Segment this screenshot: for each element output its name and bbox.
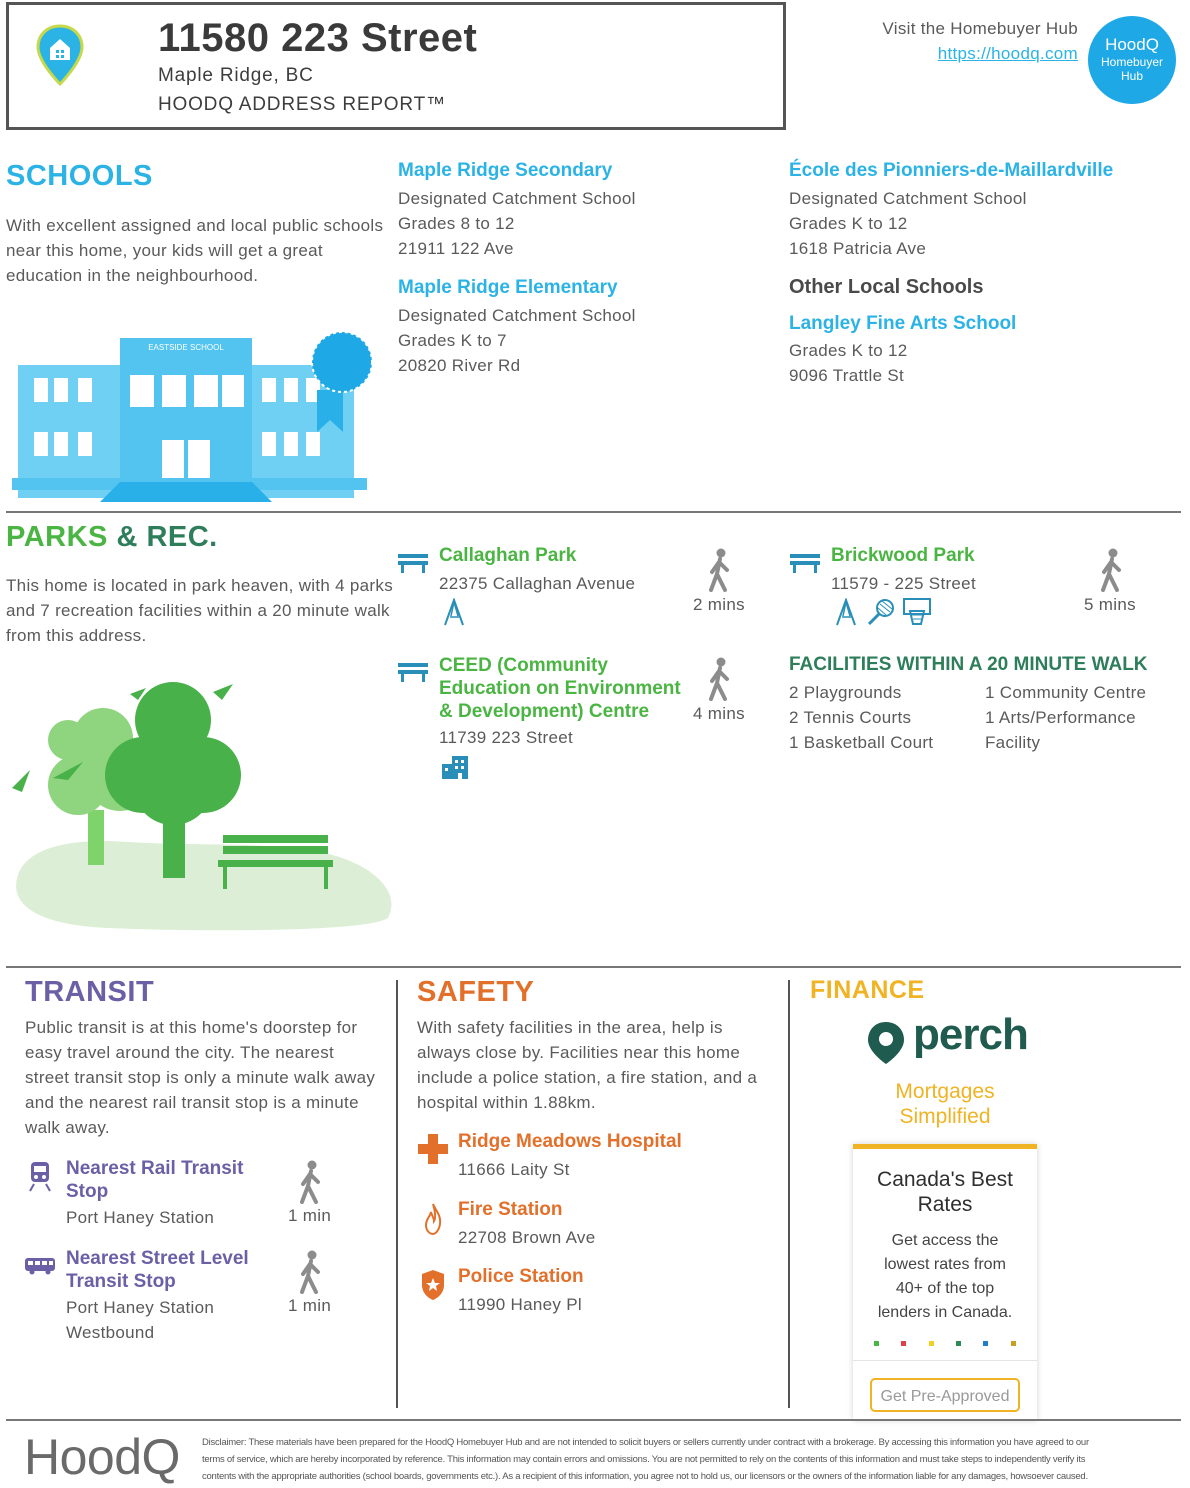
school-2-name[interactable]: Maple Ridge Elementary: [398, 277, 618, 298]
rates-card-text-line: lowest rates from: [884, 1256, 1006, 1273]
divider-transit-safety: [396, 980, 398, 1408]
fire-station-address: 22708 Brown Ave: [458, 1228, 596, 1247]
street-transit-name-line: Transit Stop: [66, 1271, 176, 1292]
lender-logo-icon: [956, 1341, 961, 1346]
rates-card-text-line: 40+ of the top: [895, 1280, 995, 1297]
perch-logo-icon: [866, 1020, 906, 1066]
schools-desc: [6, 213, 398, 288]
transit-desc-line: walk away.: [25, 1118, 110, 1137]
school-3-address: 1618 Patricia Ave: [789, 239, 927, 258]
parks-title-a: PARKS: [6, 521, 108, 553]
lender-logo-icon: [1011, 1341, 1016, 1346]
park-2-walk-time: 5 mins: [1084, 595, 1136, 614]
facilities-left-list: [789, 680, 933, 755]
park-3-name-line: Education on Environment: [439, 678, 681, 699]
school-2-type: Designated Catchment School: [398, 306, 636, 325]
school-sign: EASTSIDE SCHOOL: [148, 343, 224, 352]
school-1-type: Designated Catchment School: [398, 189, 636, 208]
safety-title: SAFETY: [417, 976, 535, 1008]
parks-desc-line: from this address.: [6, 626, 147, 645]
hoodq-footer-logo: HoodQ: [24, 1429, 180, 1485]
bench-icon: [398, 662, 428, 682]
bench-icon: [398, 553, 428, 573]
lender-logo-icon: [983, 1341, 988, 1346]
perch-tagline-line: Simplified: [899, 1105, 991, 1128]
school-2-grades: Grades K to 7: [398, 331, 507, 350]
disclaimer-line: Disclaimer: These materials have been prepared for the HoodQ Homebuyer Hub and are not intended to solicit buyers or sellers currently under contract with a brokerage. By accessing this information you have agreed to our: [202, 1437, 1089, 1448]
safety-desc-line: hospital within 1.88km.: [417, 1093, 596, 1112]
facility-item: 1 Basketball Court: [789, 733, 934, 752]
lender-logo-icon: [929, 1341, 934, 1346]
rates-card-text-line: Get access the: [891, 1232, 999, 1249]
lender-logo-icon: [901, 1341, 906, 1346]
rail-transit-name[interactable]: [66, 1157, 243, 1203]
park-1-name[interactable]: Callaghan Park: [439, 545, 577, 566]
parks-title: [6, 521, 218, 554]
rates-card-title-line: Canada's Best: [877, 1168, 1013, 1191]
park-2-address: 11579 - 225 Street: [831, 574, 976, 593]
school-1-address: 21911 122 Ave: [398, 239, 514, 258]
facility-item: 2 Playgrounds: [789, 683, 902, 702]
train-icon: [28, 1160, 52, 1192]
street-station-line: Port Haney Station: [66, 1298, 215, 1317]
divider-safety-finance: [788, 980, 790, 1408]
facility-item: Facility: [985, 733, 1041, 752]
facility-item: 1 Community Centre: [985, 683, 1147, 702]
transit-desc-line: street transit stop is only a minute walk away: [25, 1068, 376, 1087]
lender-logos-row: [853, 1341, 1037, 1346]
bench-icon: [790, 553, 820, 573]
facility-item: 1 Arts/Performance: [985, 708, 1136, 727]
perch-tagline: [815, 1079, 1075, 1129]
rates-card-text: [853, 1229, 1037, 1325]
facilities-right-list: [985, 680, 1146, 755]
report-label: HOODQ ADDRESS REPORT™: [158, 94, 446, 115]
school-building-illustration: [12, 320, 384, 505]
transit-desc-line: Public transit is at this home's doorstep for: [25, 1018, 358, 1037]
street-transit-name[interactable]: [66, 1247, 249, 1293]
fire-icon: [424, 1203, 442, 1235]
schools-desc-line: education in the neighbourhood.: [6, 266, 259, 285]
hospital-name[interactable]: Ridge Meadows Hospital: [458, 1131, 682, 1152]
park-2-name[interactable]: Brickwood Park: [831, 545, 975, 566]
community-centre-icon: [440, 754, 470, 780]
lender-logo-icon: [874, 1341, 879, 1346]
park-3-walk-time: 4 mins: [693, 704, 745, 723]
police-badge-icon: [421, 1269, 445, 1301]
safety-desc-line: always close by. Facilities near this home: [417, 1043, 741, 1062]
hospital-cross-icon: [418, 1134, 448, 1164]
playground-swing-icon: [443, 598, 465, 626]
park-illustration: [8, 670, 398, 932]
rates-card-title: [853, 1167, 1037, 1217]
address-city: Maple Ridge, BC: [158, 65, 314, 86]
fire-station-name[interactable]: Fire Station: [458, 1199, 563, 1220]
walking-person-icon: [707, 548, 733, 592]
school-1-grades: Grades 8 to 12: [398, 214, 515, 233]
rail-transit-name-line: Nearest Rail Transit: [66, 1158, 244, 1179]
rates-card-text-line: lenders in Canada.: [877, 1304, 1013, 1321]
walking-person-icon: [1099, 548, 1125, 592]
disclaimer: [202, 1434, 1180, 1485]
school-3-grades: Grades K to 12: [789, 214, 908, 233]
safety-desc: [417, 1015, 782, 1115]
police-station-address: 11990 Haney Pl: [458, 1295, 582, 1314]
school-2-address: 20820 River Rd: [398, 356, 521, 375]
bus-icon: [24, 1256, 56, 1276]
street-station: [66, 1295, 214, 1345]
park-3-name[interactable]: [439, 654, 681, 723]
park-1-address: 22375 Callaghan Avenue: [439, 574, 636, 593]
schools-desc-line: near this home, your kids will get a great: [6, 241, 323, 260]
facilities-heading: FACILITIES WITHIN A 20 MINUTE WALK: [789, 654, 1148, 675]
address-title: 11580 223 Street: [158, 16, 478, 60]
transit-desc-line: and the nearest rail transit stop is a minute: [25, 1093, 359, 1112]
tennis-racket-icon: [866, 598, 896, 626]
parks-desc: [6, 573, 398, 648]
badge-line-2: Homebuyer: [1100, 55, 1164, 69]
rail-walk-time: 1 min: [288, 1206, 332, 1225]
walking-person-icon: [707, 657, 733, 701]
other-school-address: 9096 Trattle St: [789, 366, 905, 385]
rates-card-divider: [853, 1360, 1037, 1361]
park-1-walk-time: 2 mins: [693, 595, 745, 614]
school-1-name[interactable]: Maple Ridge Secondary: [398, 160, 613, 181]
parks-desc-line: This home is located in park heaven, with 4 parks: [6, 576, 393, 595]
perch-tagline-line: Mortgages: [895, 1080, 995, 1103]
badge-line-1: HoodQ: [1105, 35, 1159, 54]
perch-brand[interactable]: perch: [913, 1010, 1028, 1059]
finance-title: FINANCE: [810, 976, 925, 1004]
rates-card-title-line: Rates: [917, 1193, 973, 1216]
location-pin-icon: [36, 24, 84, 86]
transit-title: TRANSIT: [25, 976, 155, 1008]
other-schools-heading: Other Local Schools: [789, 276, 984, 298]
divider-footer: [6, 1419, 1181, 1421]
schools-desc-line: With excellent assigned and local public schools: [6, 216, 384, 235]
schools-title: SCHOOLS: [6, 160, 153, 192]
rail-station: Port Haney Station: [66, 1208, 215, 1227]
park-3-name-line: CEED (Community: [439, 655, 608, 676]
safety-desc-line: include a police station, a fire station, and a: [417, 1068, 758, 1087]
homebuyer-hub-link[interactable]: https://hoodq.com: [937, 44, 1078, 63]
school-3-type: Designated Catchment School: [789, 189, 1027, 208]
police-station-name[interactable]: Police Station: [458, 1266, 584, 1287]
divider-parks: [6, 966, 1181, 968]
street-transit-name-line: Nearest Street Level: [66, 1248, 249, 1269]
other-school-grades: Grades K to 12: [789, 341, 908, 360]
get-pre-approved-button[interactable]: Get Pre-Approved: [870, 1378, 1020, 1412]
school-3-name[interactable]: École des Pionniers-de-Maillardville: [789, 160, 1114, 181]
park-3-address: 11739 223 Street: [439, 728, 573, 747]
street-walk-time: 1 min: [288, 1296, 332, 1315]
transit-desc-line: easy travel around the city. The nearest: [25, 1043, 335, 1062]
playground-swing-icon: [835, 598, 857, 626]
parks-title-b: & REC.: [116, 521, 218, 553]
walking-person-icon: [298, 1250, 324, 1294]
divider-schools: [6, 511, 1181, 513]
hospital-address: 11666 Laity St: [458, 1160, 570, 1179]
disclaimer-line: contents with the appropriate authorities (school boards, governments etc.). As a recipient of this information, you agree not to hold us, our licensors or the owners of the information liable for any damages, howsoever caused.: [202, 1471, 1088, 1482]
walking-person-icon: [298, 1160, 324, 1204]
parks-desc-line: and 7 recreation facilities within a 20 minute walk: [6, 601, 390, 620]
rail-transit-name-line: Stop: [66, 1181, 109, 1202]
park-3-name-line: & Development) Centre: [439, 701, 650, 722]
street-station-line: Westbound: [66, 1323, 155, 1342]
transit-desc: [25, 1015, 390, 1140]
disclaimer-line: terms of service, which are hereby incorporated by reference. This information may contain errors and omissions. You are not permitted to rely on the contents of this information and must take steps to independently verify its: [202, 1454, 1086, 1465]
other-school-name[interactable]: Langley Fine Arts School: [789, 313, 1017, 334]
facility-item: 2 Tennis Courts: [789, 708, 912, 727]
basketball-hoop-icon: [902, 598, 932, 626]
homebuyer-hub-badge[interactable]: [1088, 16, 1176, 104]
homebuyer-hub-visit: Visit the Homebuyer Hub: [882, 19, 1078, 38]
badge-line-3: Hub: [1120, 69, 1143, 83]
safety-desc-line: With safety facilities in the area, help is: [417, 1018, 723, 1037]
